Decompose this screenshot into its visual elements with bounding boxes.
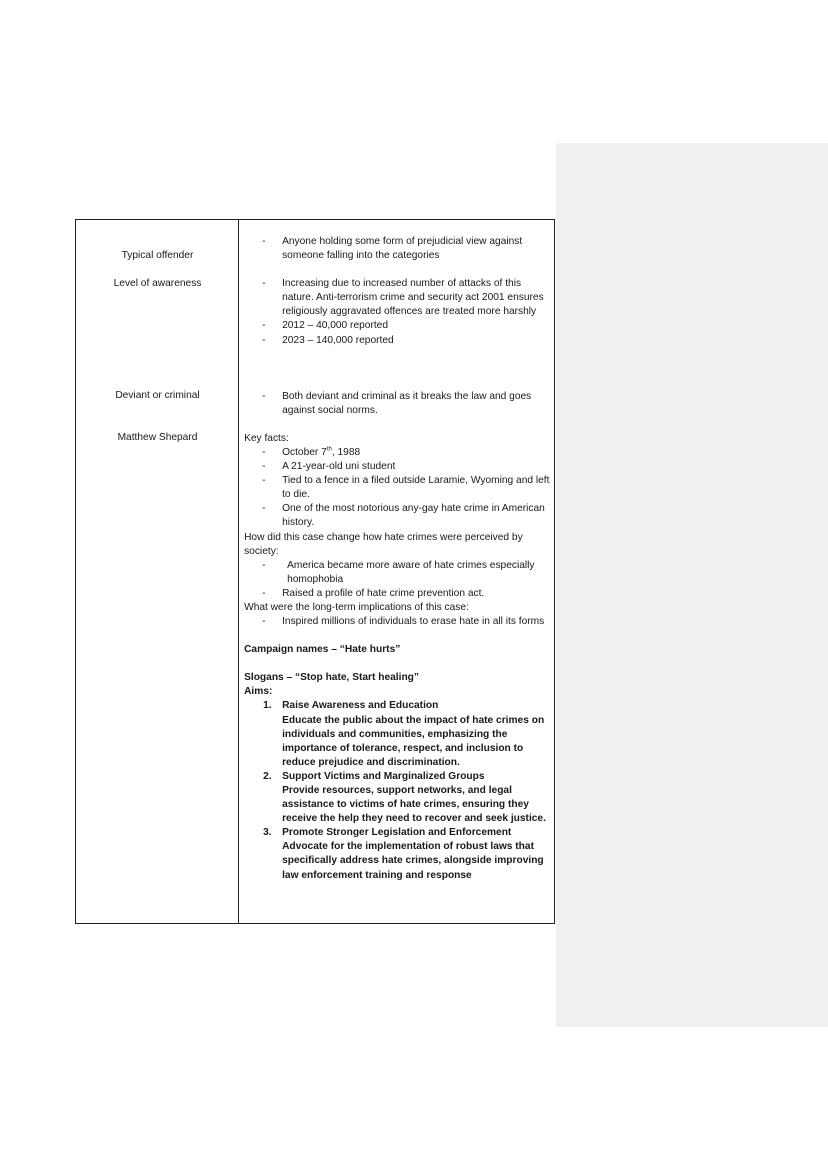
aim-title: Promote Stronger Legislation and Enforcement [282, 827, 512, 839]
right-column [239, 220, 555, 924]
aim-body: Provide resources, support networks, and legal assistance to victims of hate crimes, ensuring they receive the help they need to recover and seek justice. [282, 785, 546, 825]
aim-item [244, 826, 550, 882]
aims-list [244, 699, 550, 882]
list-item: - Anyone holding some form of prejudicial view against someone falling into the categories [244, 235, 550, 263]
list-item: - A 21-year-old uni student [244, 460, 550, 474]
list-item: - Both deviant and criminal as it breaks the law and goes against social norms. [244, 390, 550, 418]
aim-body: Educate the public about the impact of hate crimes on individuals and communities, emphasizing the importance of tolerance, respect, and inclusion to reduce prejudice and discrimination. [282, 714, 545, 768]
implications-list [244, 615, 550, 629]
key-facts-list [244, 446, 550, 531]
label-deviant-or-criminal: Deviant or criminal [115, 390, 200, 401]
list-item: - 2012 – 40,000 reported [244, 319, 550, 333]
aims-heading: Aims: [244, 686, 273, 698]
list-item: - 2023 – 140,000 reported [244, 334, 550, 348]
aim-title: Support Victims and Marginalized Groups [282, 770, 485, 782]
awareness-list [244, 277, 550, 347]
list-item: - October 7th, 1988 [244, 446, 550, 460]
aim-body: Advocate for the implementation of robust laws that specifically address hate crimes, alongside improving law enforcement training and response [282, 841, 544, 881]
left-column [76, 220, 239, 924]
key-facts-heading: Key facts: [244, 432, 289, 444]
hate-crime-table [75, 219, 555, 924]
list-item: - Raised a profile of hate crime prevention act. [244, 587, 550, 601]
aim-item [244, 770, 550, 826]
implications-question: What were the long-term implications of this case: [244, 601, 469, 613]
aim-number: 3. [263, 827, 272, 839]
label-level-of-awareness: Level of awareness [113, 278, 202, 289]
list-item: - Tied to a fence in a filed outside Laramie, Wyoming and left to die. [244, 474, 550, 502]
deviant-list [244, 390, 550, 418]
campaign-name: Campaign names – “Hate hurts” [244, 644, 401, 656]
label-matthew-shepard: Matthew Shepard [117, 432, 198, 443]
comment-pane [556, 143, 828, 1027]
perception-list [244, 559, 550, 601]
aim-number: 2. [263, 770, 272, 782]
list-item: - One of the most notorious any-gay hate crime in American history. [244, 502, 550, 530]
list-item: - Increasing due to increased number of attacks of this nature. Anti-terrorism crime and security act 2001 ensures religiously aggravated offences are treated more harshly [244, 277, 550, 319]
list-item: - Inspired millions of individuals to erase hate in all its forms [244, 615, 550, 629]
aim-item [244, 699, 550, 769]
slogans: Slogans – “Stop hate, Start healing” [244, 672, 419, 684]
aim-number: 1. [263, 700, 272, 712]
typical-offender-list [244, 235, 550, 263]
list-item: - America became more aware of hate crimes especially homophobia [244, 559, 550, 587]
label-typical-offender: Typical offender [121, 250, 194, 261]
aim-title: Raise Awareness and Education [282, 700, 439, 712]
perception-question: How did this case change how hate crimes were perceived by society: [244, 531, 523, 557]
